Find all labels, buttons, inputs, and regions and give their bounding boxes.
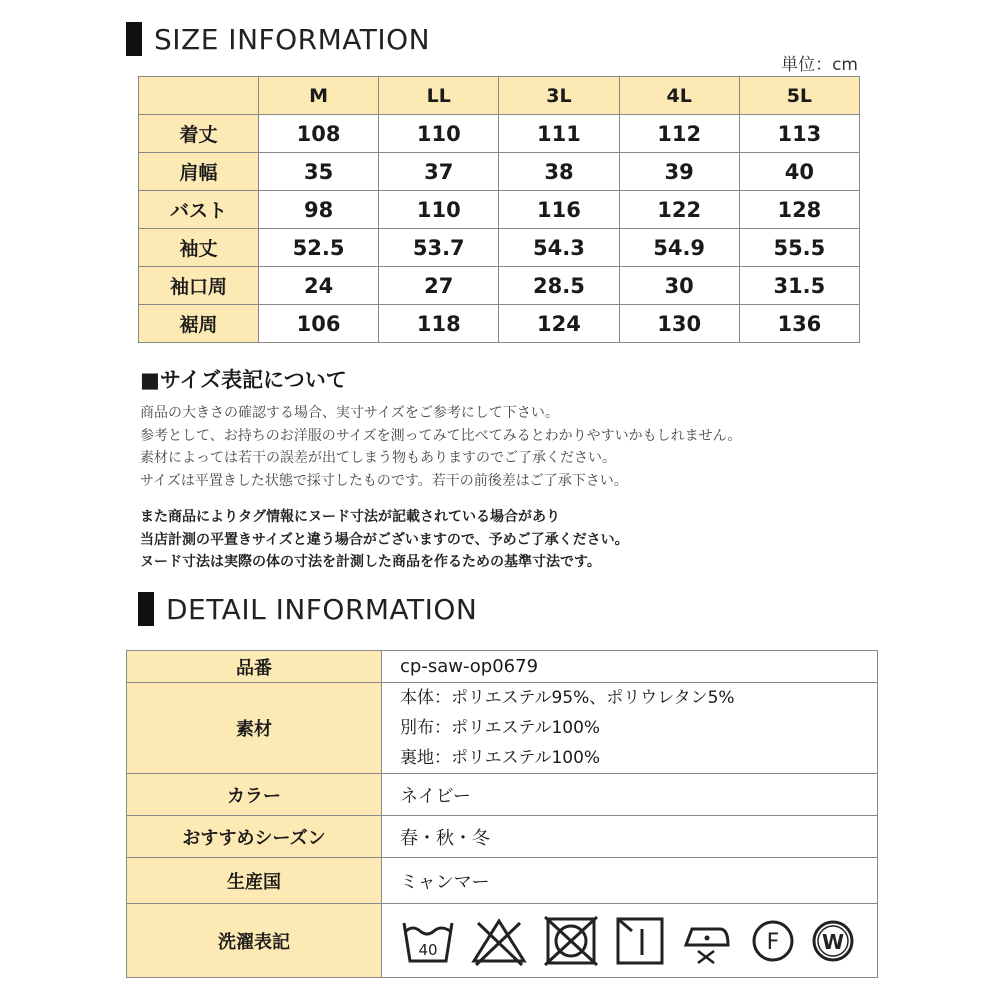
table-cell: 116 [499,191,619,229]
row-label-cuff: 袖口周 [139,267,259,305]
wash-40-icon [400,915,456,967]
season-value: 春・秋・冬 [382,816,878,858]
table-cell: 53.7 [379,229,499,267]
color-label: カラー [127,774,382,816]
table-cell: 37 [379,153,499,191]
table-cell: 54.9 [619,229,739,267]
table-row [139,153,860,191]
table-cell: 98 [259,191,379,229]
size-notes-body [140,402,741,492]
table-cell: 39 [619,153,739,191]
nude-size-notice [140,506,629,574]
drip-dry-icon [614,915,666,967]
material-line: 別布：ポリエステル100% [400,718,601,738]
wet-clean-letter: W [821,929,845,954]
table-cell: 122 [619,191,739,229]
care-icons [382,904,878,978]
iron-low-icon [680,915,736,967]
note-line: 商品の大きさの確認する場合、実寸サイズをご参考にして下さい。 [140,405,559,421]
table-cell: 31.5 [739,267,859,305]
size-header-m: M [259,77,379,115]
detail-heading-title: DETAIL INFORMATION [166,592,478,626]
notice-line: ヌード寸法は実際の体の寸法を計測した商品を作るための基準寸法です。 [140,554,601,570]
table-cell: 130 [619,305,739,343]
size-corner-cell [139,77,259,115]
row-label-bust: バスト [139,191,259,229]
product-number-label: 品番 [127,651,382,683]
table-cell: 106 [259,305,379,343]
material-line: 裏地：ポリエステル100% [400,748,601,768]
detail-row-color [127,774,878,816]
heading-bar [126,22,142,56]
table-cell: 128 [739,191,859,229]
table-cell: 35 [259,153,379,191]
care-label: 洗濯表記 [127,904,382,978]
table-row [139,115,860,153]
note-line: 素材によっては若干の誤差が出てしまう物もありますのでご了承ください。 [140,450,616,466]
detail-row-product-number [127,651,878,683]
size-information-heading [126,22,430,56]
table-row [139,305,860,343]
table-cell: 113 [739,115,859,153]
row-label-hem: 裾周 [139,305,259,343]
no-tumble-dry-icon [542,915,600,967]
table-cell: 55.5 [739,229,859,267]
size-header-5l: 5L [739,77,859,115]
unit-label: 単位：cm [781,55,858,75]
size-header-3l: 3L [499,77,619,115]
table-cell: 27 [379,267,499,305]
heading-bar [138,592,154,626]
size-table [138,76,860,343]
detail-row-season [127,816,878,858]
notice-line: また商品によりタグ情報にヌード寸法が記載されている場合があり [140,509,560,525]
dry-clean-letter: F [766,929,780,955]
table-cell: 111 [499,115,619,153]
row-label-shoulder: 肩幅 [139,153,259,191]
detail-row-origin [127,858,878,904]
material-label: 素材 [127,683,382,774]
material-line: 本体：ポリエステル95%、ポリウレタン5% [400,688,735,708]
size-heading-title: SIZE INFORMATION [154,22,431,56]
dry-clean-f-icon [750,918,796,964]
table-cell: 124 [499,305,619,343]
table-cell: 112 [619,115,739,153]
table-cell: 30 [619,267,739,305]
size-header-row [139,77,860,115]
table-cell: 108 [259,115,379,153]
table-cell: 52.5 [259,229,379,267]
table-cell: 24 [259,267,379,305]
table-cell: 38 [499,153,619,191]
detail-row-care [127,904,878,978]
table-row [139,267,860,305]
wash-temperature: 40 [418,940,438,959]
row-label-sleeve: 袖丈 [139,229,259,267]
table-row [139,191,860,229]
table-cell: 110 [379,115,499,153]
note-line: サイズは平置きした状態で採寸したものです。若干の前後差はご了承下さい。 [140,472,628,489]
table-cell: 28.5 [499,267,619,305]
origin-label: 生産国 [127,858,382,904]
row-label-length: 着丈 [139,115,259,153]
table-cell: 136 [739,305,859,343]
color-value: ネイビー [382,774,878,816]
table-cell: 40 [739,153,859,191]
origin-value: ミャンマー [382,858,878,904]
table-cell: 118 [379,305,499,343]
detail-information-heading [138,592,477,626]
size-header-ll: LL [379,77,499,115]
material-values [382,683,878,774]
notice-line: 当店計測の平置きサイズと違う場合がございますので、予めご了承ください。 [140,531,629,548]
note-line: 参考として、お持ちのお洋服のサイズを測ってみて比べてみるとわかりやすいかもしれません。 [140,427,742,444]
size-notes-title: ■サイズ表記について [140,368,347,392]
size-header-4l: 4L [619,77,739,115]
detail-row-material [127,683,878,774]
season-label: おすすめシーズン [127,816,382,858]
table-row [139,229,860,267]
table-cell: 110 [379,191,499,229]
table-cell: 54.3 [499,229,619,267]
product-number-value: cp-saw-op0679 [382,651,878,683]
wet-clean-w-icon [810,918,856,964]
detail-table [126,650,878,978]
no-bleach-icon [470,915,528,967]
